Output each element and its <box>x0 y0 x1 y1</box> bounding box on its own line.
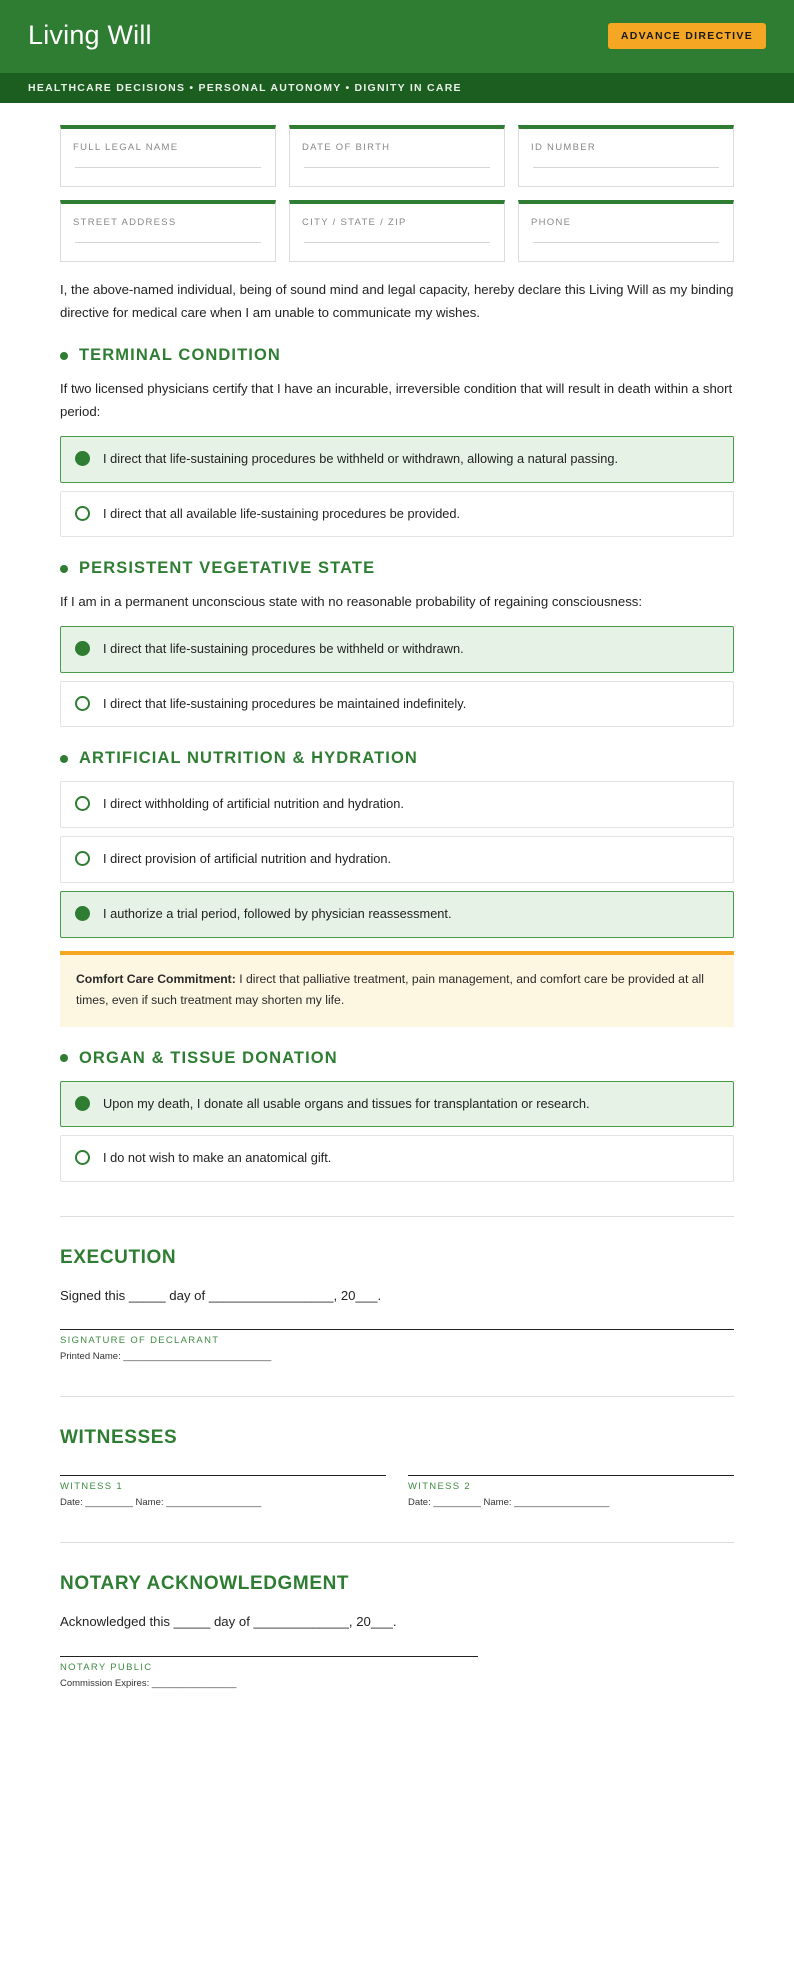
execution-signed-line: Signed this _____ day of _________________, 20___. <box>60 1287 382 1303</box>
option-nutrition-3[interactable] <box>60 891 734 938</box>
witness-1 <box>60 1475 386 1508</box>
section-terminal-condition <box>60 346 734 537</box>
field-label: ID NUMBER <box>531 142 597 153</box>
section-persistent-vegetative-state <box>60 559 734 727</box>
field-write-line[interactable] <box>75 167 261 168</box>
radio-selected-icon[interactable] <box>75 906 90 921</box>
status-badge: ADVANCE DIRECTIVE <box>608 23 766 49</box>
section-heading <box>60 749 734 768</box>
option-label: I direct that life-sustaining procedures be withheld or withdrawn. <box>103 640 464 656</box>
witness-2 <box>408 1475 734 1508</box>
field-phone[interactable] <box>518 200 734 262</box>
field-label: PHONE <box>531 217 572 228</box>
option-label: I direct that all available life-sustaining procedures be provided. <box>103 505 461 521</box>
header-tagline: HEALTHCARE DECISIONS • PERSONAL AUTONOMY • DIGNITY IN CARE <box>0 73 794 103</box>
section-execution <box>60 1217 734 1362</box>
page-tail-spacer <box>60 1689 734 1759</box>
option-label: Upon my death, I donate all usable organs and tissues for transplantation or research. <box>103 1095 590 1111</box>
section-heading <box>60 346 734 365</box>
radio-selected-icon[interactable] <box>75 641 90 656</box>
radio-empty-icon[interactable] <box>75 1150 90 1165</box>
option-label: I direct withholding of artificial nutrition and hydration. <box>103 796 404 812</box>
execution-title: EXECUTION <box>60 1246 177 1268</box>
field-city-state-zip[interactable] <box>289 200 505 262</box>
bullet-dot-icon <box>60 1054 68 1062</box>
radio-empty-icon[interactable] <box>75 851 90 866</box>
section-heading <box>60 1049 734 1068</box>
option-pvs-2[interactable] <box>60 681 734 728</box>
option-label: I authorize a trial period, followed by physician reassessment. <box>103 905 452 921</box>
field-street-address[interactable] <box>60 200 276 262</box>
page-title: Living Will <box>28 20 152 50</box>
radio-selected-icon[interactable] <box>75 451 90 466</box>
section-heading-label: PERSISTENT VEGETATIVE STATE <box>79 559 376 578</box>
section-intro: If I am in a permanent unconscious state with no reasonable probability of regaining consciousness: <box>60 594 643 610</box>
field-write-line[interactable] <box>304 167 490 168</box>
field-label: FULL LEGAL NAME <box>73 142 179 153</box>
notary-title: NOTARY ACKNOWLEDGMENT <box>60 1573 350 1595</box>
section-intro: If two licensed physicians certify that I have an incurable, irreversible condition that will result in death within a short period: <box>60 381 733 420</box>
witness-grid <box>60 1475 734 1508</box>
document-body <box>0 103 794 1759</box>
field-date-of-birth[interactable] <box>289 125 505 187</box>
witnesses-title: WITNESSES <box>60 1427 178 1449</box>
witness-caption: WITNESS 1 <box>60 1481 123 1493</box>
radio-empty-icon[interactable] <box>75 696 90 711</box>
witness-signature-line[interactable] <box>60 1475 386 1476</box>
radio-empty-icon[interactable] <box>75 506 90 521</box>
field-label: STREET ADDRESS <box>73 217 177 228</box>
field-write-line[interactable] <box>75 242 261 243</box>
option-label: I direct provision of artificial nutrition and hydration. <box>103 851 392 867</box>
field-label: CITY / STATE / ZIP <box>302 217 407 228</box>
field-write-line[interactable] <box>304 242 490 243</box>
section-witnesses <box>60 1397 734 1508</box>
option-donation-2[interactable] <box>60 1135 734 1182</box>
declaration-paragraph: I, the above-named individual, being of sound mind and legal capacity, hereby declare this Living Will as my binding directive for medical care when I am unable to communicate my wishes. <box>60 282 734 320</box>
identity-fields-row-2 <box>60 200 734 262</box>
comfort-care-callout <box>60 951 734 1027</box>
option-label: I direct that life-sustaining procedures be withheld or withdrawn, allowing a natural passing. <box>103 450 618 466</box>
field-label: DATE OF BIRTH <box>302 142 391 153</box>
notary-caption: NOTARY PUBLIC <box>60 1661 153 1673</box>
bullet-dot-icon <box>60 565 68 573</box>
comfort-care-label: Comfort Care Commitment: <box>76 971 236 986</box>
notary-commission-expires[interactable]: Commission Expires: ________________ <box>60 1677 237 1689</box>
field-write-line[interactable] <box>533 167 719 168</box>
section-organ-tissue-donation <box>60 1049 734 1182</box>
declarant-printed-name[interactable]: Printed Name: ____________________________ <box>60 1351 272 1363</box>
witness-signature-line[interactable] <box>408 1475 734 1476</box>
section-heading-label: ORGAN & TISSUE DONATION <box>79 1048 338 1067</box>
witness-caption: WITNESS 2 <box>408 1481 471 1493</box>
notary-acknowledged-line: Acknowledged this _____ day of _____________, 20___. <box>60 1614 397 1630</box>
option-nutrition-2[interactable] <box>60 836 734 883</box>
identity-fields-row-1 <box>60 125 734 187</box>
notary-signature-line[interactable] <box>60 1656 478 1657</box>
document-header <box>0 0 794 73</box>
option-label: I do not wish to make an anatomical gift. <box>103 1150 332 1166</box>
option-terminal-1[interactable] <box>60 436 734 483</box>
option-pvs-1[interactable] <box>60 626 734 673</box>
option-label: I direct that life-sustaining procedures be maintained indefinitely. <box>103 695 467 711</box>
section-heading-label: TERMINAL CONDITION <box>79 346 281 365</box>
section-artificial-nutrition-hydration <box>60 749 734 937</box>
bullet-dot-icon <box>60 352 68 360</box>
witness-date-name[interactable]: Date: _________ Name: __________________ <box>408 1497 610 1509</box>
witness-date-name[interactable]: Date: _________ Name: __________________ <box>60 1497 262 1509</box>
section-heading-label: ARTIFICIAL NUTRITION & HYDRATION <box>79 749 418 768</box>
field-id-number[interactable] <box>518 125 734 187</box>
comfort-care-text: I direct that palliative treatment, pain management, and comfort care be provided at all times, even if such treatment may shorten my life. <box>76 971 704 1007</box>
option-terminal-2[interactable] <box>60 491 734 538</box>
section-heading <box>60 559 734 578</box>
field-full-legal-name[interactable] <box>60 125 276 187</box>
section-notary-acknowledgment <box>60 1543 734 1688</box>
option-donation-1[interactable] <box>60 1081 734 1128</box>
option-nutrition-1[interactable] <box>60 781 734 828</box>
bullet-dot-icon <box>60 755 68 763</box>
radio-empty-icon[interactable] <box>75 796 90 811</box>
radio-selected-icon[interactable] <box>75 1096 90 1111</box>
field-write-line[interactable] <box>533 242 719 243</box>
declarant-signature-line[interactable] <box>60 1329 734 1330</box>
declarant-signature-caption: SIGNATURE OF DECLARANT <box>60 1335 220 1347</box>
